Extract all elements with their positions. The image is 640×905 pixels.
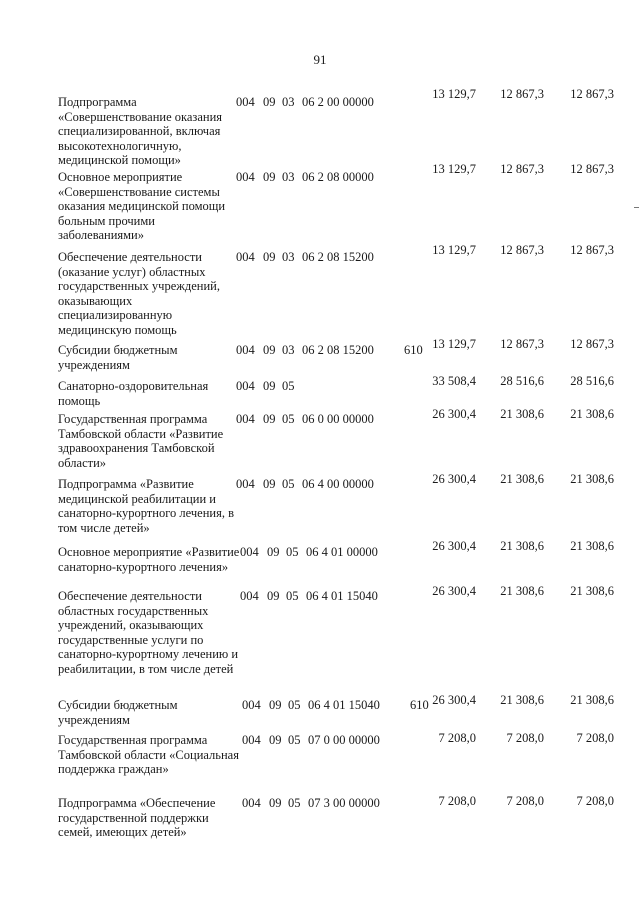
- budget-classification-codes: [242, 698, 432, 713]
- subsection-code: 03: [282, 170, 295, 184]
- amount-year-3: 7 208,0: [576, 794, 614, 808]
- subsection-code: 03: [282, 95, 295, 109]
- scan-edge-mark: [634, 207, 639, 208]
- target-article-code: 06 4 01 00000: [306, 545, 378, 559]
- amount-year-2: 12 867,3: [500, 87, 544, 101]
- amount-year-2: 21 308,6: [500, 472, 544, 486]
- budget-classification-codes: [236, 343, 426, 358]
- amount-year-2: 12 867,3: [500, 337, 544, 351]
- budget-classification-codes: [240, 589, 430, 604]
- row-description: Подпрограмма «Совершенствование оказания специализированной, включая высокотехнологичную, медицинской помощи»: [58, 95, 223, 168]
- amount-year-1: 33 508,4: [432, 374, 476, 388]
- row-description: Субсидии бюджетным учреждениям: [58, 343, 178, 372]
- admin-code: 004: [236, 170, 255, 184]
- section-code: 09: [263, 343, 276, 357]
- budget-classification-codes: [242, 796, 432, 811]
- target-article-code: 07 3 00 00000: [308, 796, 380, 810]
- row-description: Подпрограмма «Обеспечение государственной поддержки семей, имеющих детей»: [58, 796, 216, 840]
- amount-year-1: 26 300,4: [432, 472, 476, 486]
- amount-year-2: 7 208,0: [506, 794, 544, 808]
- section-code: 09: [269, 733, 282, 747]
- target-article-code: 06 4 01 15040: [308, 698, 380, 712]
- amount-year-1: 13 129,7: [432, 243, 476, 257]
- admin-code: 004: [242, 796, 261, 810]
- section-code: 09: [263, 95, 276, 109]
- amount-year-2: 12 867,3: [500, 243, 544, 257]
- amount-year-3: 28 516,6: [570, 374, 614, 388]
- section-code: 09: [267, 589, 280, 603]
- subsection-code: 05: [286, 545, 299, 559]
- amount-year-2: 28 516,6: [500, 374, 544, 388]
- row-description: Обеспечение деятельности (оказание услуг) областных государственных учреждений, оказывающих специализированную медицинскую помощь: [58, 250, 220, 337]
- subsection-code: 03: [282, 250, 295, 264]
- budget-classification-codes: [236, 95, 426, 110]
- amount-year-1: 26 300,4: [432, 584, 476, 598]
- section-code: 09: [269, 796, 282, 810]
- amount-year-3: 21 308,6: [570, 584, 614, 598]
- row-description: Основное мероприятие «Развитие санаторно-курортного лечения»: [58, 545, 240, 574]
- admin-code: 004: [236, 379, 255, 393]
- expense-type-code: 610: [410, 698, 429, 712]
- admin-code: 004: [240, 589, 259, 603]
- section-code: 09: [267, 545, 280, 559]
- row-description: Субсидии бюджетным учреждениям: [58, 698, 178, 727]
- row-description: Основное мероприятие «Совершенствование системы оказания медицинской помощи больным прочими заболеваниями»: [58, 170, 226, 243]
- subsection-code: 05: [288, 796, 301, 810]
- amount-year-1: 13 129,7: [432, 87, 476, 101]
- amount-year-2: 21 308,6: [500, 407, 544, 421]
- subsection-code: 05: [282, 412, 295, 426]
- amount-year-3: 21 308,6: [570, 472, 614, 486]
- amount-year-1: 13 129,7: [432, 162, 476, 176]
- expense-type-code: 610: [404, 343, 423, 357]
- target-article-code: 06 2 08 00000: [302, 170, 374, 184]
- admin-code: 004: [242, 698, 261, 712]
- section-code: 09: [263, 379, 276, 393]
- amount-year-3: 12 867,3: [570, 162, 614, 176]
- amount-year-3: 21 308,6: [570, 693, 614, 707]
- section-code: 09: [263, 170, 276, 184]
- amount-year-2: 12 867,3: [500, 162, 544, 176]
- amount-year-1: 26 300,4: [432, 539, 476, 553]
- subsection-code: 05: [286, 589, 299, 603]
- amount-year-3: 21 308,6: [570, 407, 614, 421]
- budget-classification-codes: [242, 733, 432, 748]
- admin-code: 004: [236, 477, 255, 491]
- page-number: 91: [313, 52, 327, 67]
- amount-year-1: 26 300,4: [432, 693, 476, 707]
- amount-year-1: 26 300,4: [432, 407, 476, 421]
- amount-year-2: 21 308,6: [500, 539, 544, 553]
- section-code: 09: [263, 477, 276, 491]
- amount-year-3: 21 308,6: [570, 539, 614, 553]
- amount-year-3: 12 867,3: [570, 87, 614, 101]
- target-article-code: 06 2 08 15200: [302, 343, 374, 357]
- budget-classification-codes: [236, 250, 426, 265]
- subsection-code: 05: [282, 477, 295, 491]
- target-article-code: 06 2 00 00000: [302, 95, 374, 109]
- row-description: Обеспечение деятельности областных государственных учреждений, оказывающих государственные услуги по санаторно-курортному лечению и реабилитации, в том числе детей: [58, 589, 239, 676]
- amount-year-1: 7 208,0: [438, 731, 476, 745]
- admin-code: 004: [236, 250, 255, 264]
- admin-code: 004: [236, 343, 255, 357]
- budget-classification-codes: [236, 170, 426, 185]
- row-description: Санаторно-оздоровительная помощь: [58, 379, 209, 408]
- admin-code: 004: [240, 545, 259, 559]
- amount-year-2: 21 308,6: [500, 693, 544, 707]
- amount-year-2: 21 308,6: [500, 584, 544, 598]
- budget-classification-codes: [240, 545, 430, 560]
- subsection-code: 05: [282, 379, 295, 393]
- subsection-code: 03: [282, 343, 295, 357]
- budget-classification-codes: [236, 477, 426, 492]
- amount-year-3: 12 867,3: [570, 243, 614, 257]
- budget-classification-codes: [236, 412, 426, 427]
- budget-classification-codes: [236, 379, 426, 394]
- target-article-code: 06 4 01 15040: [306, 589, 378, 603]
- section-code: 09: [263, 412, 276, 426]
- admin-code: 004: [242, 733, 261, 747]
- target-article-code: 06 2 08 15200: [302, 250, 374, 264]
- amount-year-3: 12 867,3: [570, 337, 614, 351]
- target-article-code: 07 0 00 00000: [308, 733, 380, 747]
- subsection-code: 05: [288, 733, 301, 747]
- row-description: Подпрограмма «Развитие медицинской реабилитации и санаторно-курортного лечения, в том числе детей»: [58, 477, 234, 535]
- admin-code: 004: [236, 412, 255, 426]
- amount-year-1: 7 208,0: [438, 794, 476, 808]
- section-code: 09: [269, 698, 282, 712]
- row-description: Государственная программа Тамбовской области «Социальная поддержка граждан»: [58, 733, 239, 777]
- subsection-code: 05: [288, 698, 301, 712]
- row-description: Государственная программа Тамбовской области «Развитие здравоохранения Тамбовской области»: [58, 412, 224, 470]
- target-article-code: 06 0 00 00000: [302, 412, 374, 426]
- target-article-code: 06 4 00 00000: [302, 477, 374, 491]
- amount-year-2: 7 208,0: [506, 731, 544, 745]
- section-code: 09: [263, 250, 276, 264]
- amount-year-3: 7 208,0: [576, 731, 614, 745]
- admin-code: 004: [236, 95, 255, 109]
- amount-year-1: 13 129,7: [432, 337, 476, 351]
